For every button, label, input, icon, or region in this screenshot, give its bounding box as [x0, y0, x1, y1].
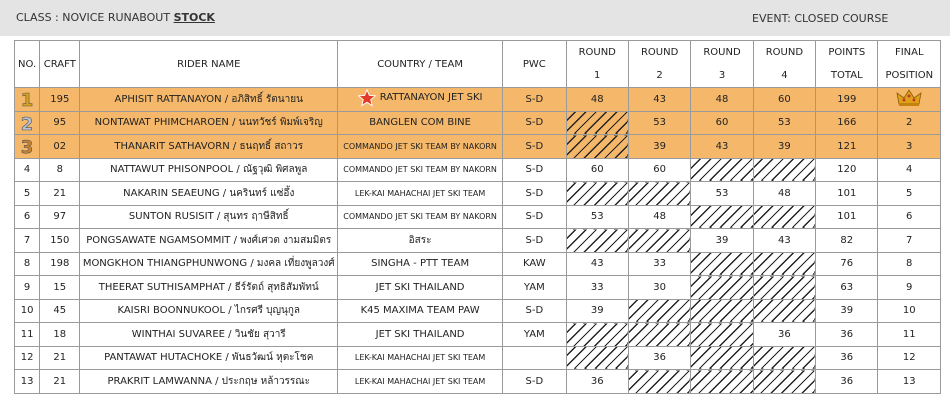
col-round-2: ROUND	[628, 41, 690, 65]
gold-medal-icon	[19, 90, 35, 108]
row-rider-name: PANTAWAT HUTACHOKE / พันธวัฒน์ หุตะโชค	[80, 346, 338, 370]
row-points-total: 76	[816, 252, 878, 276]
row-round-1: 33	[566, 276, 628, 300]
row-round-1-dropped	[566, 346, 628, 370]
class-header-bar	[0, 0, 950, 36]
row-round-2: 39	[628, 135, 690, 159]
row-craft: 15	[40, 276, 80, 300]
row-pwc: S-D	[503, 158, 566, 182]
row-round-3: 39	[691, 229, 753, 253]
col-points-total: TOTAL	[816, 64, 878, 88]
col-team: COUNTRY / TEAM	[338, 41, 503, 88]
row-round-1: 36	[566, 370, 628, 394]
row-pwc	[503, 346, 566, 370]
row-final-position: 8	[878, 252, 941, 276]
row-round-4-dropped	[753, 205, 815, 229]
row-round-4-dropped	[753, 252, 815, 276]
row-points-total: 82	[816, 229, 878, 253]
row-pwc: S-D	[503, 88, 566, 112]
row-round-2-dropped	[628, 323, 690, 347]
row-round-2: 48	[628, 205, 690, 229]
row-craft: 02	[40, 135, 80, 159]
row-rider-name: THANARIT SATHAVORN / ธนฤทธิ์ สถาวร	[80, 135, 338, 159]
row-round-3: 53	[691, 182, 753, 206]
table-header	[15, 41, 941, 88]
row-team: JET SKI THAILAND	[338, 323, 503, 347]
row-round-2-dropped	[628, 370, 690, 394]
col-rider: RIDER NAME	[80, 41, 338, 88]
row-craft: 8	[40, 158, 80, 182]
row-final-position: 3	[878, 135, 941, 159]
row-points-total: 63	[816, 276, 878, 300]
row-round-4: 39	[753, 135, 815, 159]
col-round-1: ROUND	[566, 41, 628, 65]
table-row	[15, 111, 941, 135]
row-round-4-dropped	[753, 158, 815, 182]
event-label: EVENT: CLOSED COURSE	[752, 12, 889, 25]
row-round-3-dropped	[691, 205, 753, 229]
row-round-3-dropped	[691, 370, 753, 394]
col-craft: CRAFT	[40, 41, 80, 88]
row-pwc: KAW	[503, 252, 566, 276]
row-round-4-dropped	[753, 346, 815, 370]
row-round-4-dropped	[753, 276, 815, 300]
row-craft: 21	[40, 346, 80, 370]
row-round-4: 43	[753, 229, 815, 253]
row-round-4-dropped	[753, 299, 815, 323]
row-round-4: 60	[753, 88, 815, 112]
row-pwc: S-D	[503, 135, 566, 159]
svg-text:3: 3	[20, 137, 34, 156]
table-row	[15, 252, 941, 276]
row-pwc: S-D	[503, 111, 566, 135]
row-team: COMMANDO JET SKI TEAM BY NAKORN	[338, 135, 503, 159]
row-round-2: 43	[628, 88, 690, 112]
row-pwc: S-D	[503, 229, 566, 253]
col-round-2-number: 2	[628, 64, 690, 88]
row-round-2-dropped	[628, 299, 690, 323]
row-no	[15, 88, 40, 112]
row-points-total: 121	[816, 135, 878, 159]
row-craft: 45	[40, 299, 80, 323]
row-final-position: 13	[878, 370, 941, 394]
row-rider-name: THEERAT SUTHISAMPHAT / ธีร์รัตถ์ สุทธิสัมพัทน์	[80, 276, 338, 300]
row-round-4: 36	[753, 323, 815, 347]
row-round-2: 33	[628, 252, 690, 276]
table-row	[15, 88, 941, 112]
col-final: FINAL	[878, 41, 941, 65]
row-rider-name: WINTHAI SUVAREE / วินชัย สุวารี	[80, 323, 338, 347]
row-round-2: 53	[628, 111, 690, 135]
bronze-medal-icon	[19, 137, 35, 155]
row-rider-name: KAISRI BOONNUKOOL / ไกรศรี บุญนุกูล	[80, 299, 338, 323]
row-craft: 18	[40, 323, 80, 347]
row-round-1-dropped	[566, 182, 628, 206]
table-row	[15, 276, 941, 300]
row-final-position: 11	[878, 323, 941, 347]
row-round-3-dropped	[691, 299, 753, 323]
row-final-position: 4	[878, 158, 941, 182]
row-craft: 97	[40, 205, 80, 229]
row-round-2: 30	[628, 276, 690, 300]
row-points-total: 101	[816, 205, 878, 229]
row-rider-name: SUNTON RUSISIT / สุนทร ฤาษีสิทธิ์	[80, 205, 338, 229]
row-no: 13	[15, 370, 40, 394]
row-round-3: 43	[691, 135, 753, 159]
row-craft: 198	[40, 252, 80, 276]
row-no: 8	[15, 252, 40, 276]
winner-crown-icon	[896, 89, 922, 107]
table-row	[15, 370, 941, 394]
col-final-position: POSITION	[878, 64, 941, 88]
row-team: COMMANDO JET SKI TEAM BY NAKORN	[338, 158, 503, 182]
row-points-total: 120	[816, 158, 878, 182]
row-round-1: 48	[566, 88, 628, 112]
row-pwc: YAM	[503, 323, 566, 347]
row-round-2: 60	[628, 158, 690, 182]
row-no: 5	[15, 182, 40, 206]
row-pwc: S-D	[503, 182, 566, 206]
row-craft: 95	[40, 111, 80, 135]
row-rider-name: NONTAWAT PHIMCHAROEN / นนทวัชร์ พิมพ์เจริญ	[80, 111, 338, 135]
row-final-position: 6	[878, 205, 941, 229]
table-row	[15, 158, 941, 182]
row-round-1: 39	[566, 299, 628, 323]
row-team: LEK-KAI MAHACHAI JET SKI TEAM	[338, 182, 503, 206]
svg-text:1: 1	[20, 90, 34, 109]
row-no: 4	[15, 158, 40, 182]
row-rider-name: NATTAWUT PHISONPOOL / ณัฐวุฒิ พิศลพูล	[80, 158, 338, 182]
row-team-label: RATTANAYON JET SKI	[379, 92, 483, 104]
row-team: LEK-KAI MAHACHAI JET SKI TEAM	[338, 346, 503, 370]
row-round-3-dropped	[691, 323, 753, 347]
row-no: 12	[15, 346, 40, 370]
row-rider-name: NAKARIN SEAEUNG / นครินทร์ แซ่อึ้ง	[80, 182, 338, 206]
silver-medal-icon	[19, 114, 35, 132]
table-row	[15, 346, 941, 370]
row-pwc: YAM	[503, 276, 566, 300]
row-final-position: 5	[878, 182, 941, 206]
row-points-total: 199	[816, 88, 878, 112]
row-round-1-dropped	[566, 323, 628, 347]
row-points-total: 36	[816, 370, 878, 394]
row-team: COMMANDO JET SKI TEAM BY NAKORN	[338, 205, 503, 229]
row-no: 9	[15, 276, 40, 300]
table-body	[15, 88, 941, 394]
row-rider-name: PRAKRIT LAMWANNA / ประกฤษ หล้าวรรณะ	[80, 370, 338, 394]
row-no: 10	[15, 299, 40, 323]
row-team: อิสระ	[338, 229, 503, 253]
row-no	[15, 135, 40, 159]
row-team	[338, 88, 503, 112]
row-team: JET SKI THAILAND	[338, 276, 503, 300]
row-final-position: 7	[878, 229, 941, 253]
row-craft: 21	[40, 182, 80, 206]
col-no: NO.	[15, 41, 40, 88]
row-craft: 150	[40, 229, 80, 253]
row-round-3: 60	[691, 111, 753, 135]
row-round-3-dropped	[691, 346, 753, 370]
row-round-2-dropped	[628, 182, 690, 206]
row-points-total: 36	[816, 323, 878, 347]
table-row	[15, 135, 941, 159]
class-label	[16, 11, 215, 24]
row-craft: 195	[40, 88, 80, 112]
row-no	[15, 111, 40, 135]
row-no: 7	[15, 229, 40, 253]
row-pwc: S-D	[503, 205, 566, 229]
row-final-position: 9	[878, 276, 941, 300]
row-round-2: 36	[628, 346, 690, 370]
table-row	[15, 182, 941, 206]
row-round-4-dropped	[753, 370, 815, 394]
row-round-1-dropped	[566, 135, 628, 159]
row-round-4: 48	[753, 182, 815, 206]
team-logo-star-icon	[358, 89, 376, 107]
table-row	[15, 205, 941, 229]
row-round-3-dropped	[691, 276, 753, 300]
row-final-position: 2	[878, 111, 941, 135]
row-pwc: S-D	[503, 370, 566, 394]
row-round-1-dropped	[566, 229, 628, 253]
col-round-3: ROUND	[691, 41, 753, 65]
row-rider-name: PONGSAWATE NGAMSOMMIT / พงศ์เศวต งามสมมิตร	[80, 229, 338, 253]
row-points-total: 39	[816, 299, 878, 323]
row-no: 6	[15, 205, 40, 229]
row-no: 11	[15, 323, 40, 347]
row-pwc: S-D	[503, 299, 566, 323]
row-rider-name: APHISIT RATTANAYON / อภิสิทธิ์ รัตนายน	[80, 88, 338, 112]
class-name: CLASS : NOVICE RUNABOUT	[16, 11, 171, 24]
row-round-3-dropped	[691, 252, 753, 276]
row-team: LEK-KAI MAHACHAI JET SKI TEAM	[338, 370, 503, 394]
row-round-3: 48	[691, 88, 753, 112]
results-table	[14, 40, 941, 394]
row-round-4: 53	[753, 111, 815, 135]
col-round-1-number: 1	[566, 64, 628, 88]
row-round-1: 43	[566, 252, 628, 276]
col-round-3-number: 3	[691, 64, 753, 88]
row-team: K45 MAXIMA TEAM PAW	[338, 299, 503, 323]
table-row	[15, 229, 941, 253]
row-round-2-dropped	[628, 229, 690, 253]
row-round-1-dropped	[566, 111, 628, 135]
table-row	[15, 323, 941, 347]
row-round-1: 53	[566, 205, 628, 229]
row-round-3-dropped	[691, 158, 753, 182]
row-round-1: 60	[566, 158, 628, 182]
row-final-position	[878, 88, 941, 112]
row-rider-name: MONGKHON THIANGPHUNWONG / มงคล เที่ยงพูลวงศ์	[80, 252, 338, 276]
table-row	[15, 299, 941, 323]
row-team: BANGLEN COM BINE	[338, 111, 503, 135]
row-final-position: 12	[878, 346, 941, 370]
col-round-4-number: 4	[753, 64, 815, 88]
row-points-total: 36	[816, 346, 878, 370]
class-stock: STOCK	[173, 11, 215, 24]
col-round-4: ROUND	[753, 41, 815, 65]
svg-text:2: 2	[20, 113, 34, 132]
row-craft: 21	[40, 370, 80, 394]
col-points: POINTS	[816, 41, 878, 65]
row-team: SINGHA - PTT TEAM	[338, 252, 503, 276]
row-final-position: 10	[878, 299, 941, 323]
row-points-total: 101	[816, 182, 878, 206]
col-pwc: PWC	[503, 41, 566, 88]
row-points-total: 166	[816, 111, 878, 135]
